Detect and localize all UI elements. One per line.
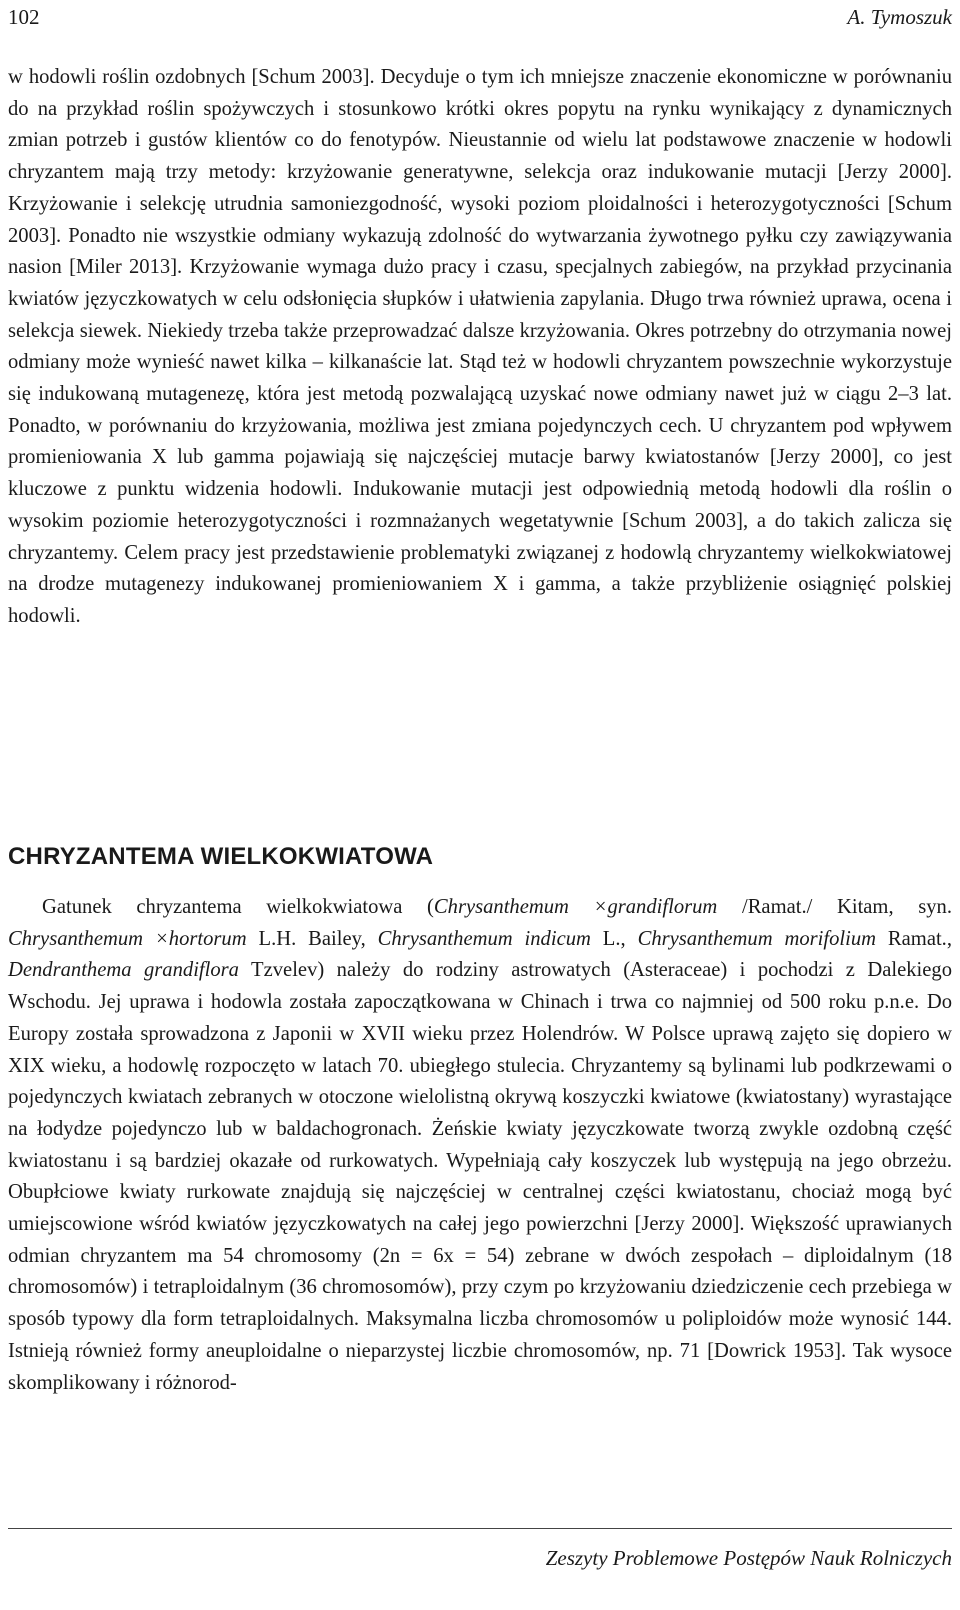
section-paragraph — [8, 892, 952, 1399]
running-header — [8, 4, 952, 30]
footer-divider — [8, 1528, 952, 1529]
paragraph-text: /Ramat./ Kitam, syn. — [717, 896, 953, 918]
paragraph-text: Gatunek chryzantema wielkokwiatowa ( — [42, 896, 434, 918]
running-header-author: A. Tymoszuk — [847, 5, 952, 29]
section-heading: CHRYZANTEMA WIELKOKWIATOWA — [8, 843, 434, 870]
paragraph-text: L.H. Bailey, — [246, 927, 378, 950]
paragraph-text: Ramat., — [876, 927, 952, 950]
species-name: Chrysanthemum morifolium — [637, 927, 877, 950]
intro-paragraph-continuation: w hodowli roślin ozdobnych [Schum 2003]. Decyduje o tym ich mniejsze znaczenie ekonomiczne w porównaniu do na przykład roślin spożywczych i stosunkowo krótki okres popytu na rynku wynikający z dynamicznych zmian potrzeb i gustów klientów co do fenotypów. Nieustannie od wielu lat podstawowe znaczenie w hodowli chryzantem mają trzy metody: krzyżowanie generatywne, selekcja oraz indukowanie mutacji [Jerzy 2000]. Krzyżowanie i selekcję utrudnia samoniezgodność, wysoki poziom ploidalności i heterozygotyczności [Schum 2003]. Ponadto nie wszystkie odmiany wykazują zdolność do wytwarzania żywotnego pyłku czy zawiązywania nasion [Miler 2013]. Krzyżowanie wymaga dużo pracy i czasu, specjalnych zabiegów, na przykład przycinania kwiatów języczkowatych w celu odsłonięcia słupków i ułatwienia zapylania. Długo trwa również uprawa, ocena i selekcja siewek. Niekiedy trzeba także przeprowadzać dalsze krzyżowania. Okres potrzebny do otrzymania nowej odmiany może wynieść nawet kilka – kilkanaście lat. Stąd też w hodowli chryzantem powszechnie wykorzystuje się indukowaną mutagenezę, która jest metodą pozwalającą uzyskać nowe odmiany nawet już w ciągu 2–3 lat. Ponadto, w porównaniu do krzyżowania, możliwa jest zmiana pojedynczych cech. U chryzantem pod wpływem promieniowania X lub gamma pojawiają się najczęściej mutacje barwy kwiatostanów [Jerzy 2000], co jest kluczowe z punktu widzenia hodowli. Indukowanie mutacji jest odpowiednią metodą hodowli dla roślin o wysokim poziomie heterozygotyczności i rozmnażanych wegetatywnie [Schum 2003], a do takich zalicza się chryzantemy. Celem pracy jest przedstawienie problematyki związanej z hodowlą chryzantemy wielkokwiatowej na drodze mutagenezy indukowanej promieniowaniem X i gamma, a także przybliżenie osiągnięć polskiej hodowli. — [8, 66, 952, 627]
species-name: Dendranthema grandiflora — [8, 959, 239, 982]
species-name: Chrysanthemum ×grandiflorum — [433, 896, 718, 918]
paragraph-text: L., — [590, 927, 638, 950]
paragraph-text: Tzvelev) należy do rodziny astrowatych (Asteraceae) i pochodzi z Dalekiego Wschodu. Jej uprawa i hodowla została zapoczątkowana w Chinach i trwa co najmniej od 500 roku p.n.e. Do Europy została sprowadzona z Japonii w XVII wieku przez Holendrów. W Polsce uprawą zajęto się dopiero w XIX wieku, a hodowlę rozpoczęto w latach 70. ubiegłego stulecia. Chryzantemy są bylinami lub podkrzewami o pojedynczych kwiatach zebranych w otoczone wielolistną okrywą koszyczki kwiatowe (kwiatostany) wyrastające na łodydze pojedynczo lub w baldachogronach. Żeńskie kwiaty języczkowate tworzą zwykle ozdobną część kwiatostanu i są bardziej okazałe od rurkowatych. Wypełniają cały koszyczek lub występują na jego obrzeżu. Obupłciowe kwiaty rurkowate znajdują się najczęściej w centralnej części kwiatostanu, chociaż mogą być umiejscowione wśród kwiatów języczkowatych na całej jego powierzchni [Jerzy 2000]. Większość uprawianych odmian chryzantem ma 54 chromosomy (2n = 6x = 54) zebrane w dwóch zespołach – diploidalnym (18 chromosomów) i tetraploidalnym (36 chromosomów), przy czym po krzyżowaniu dziedziczenie cech przebiega w sposób typowy dla form tetraploidalnych. Maksymalna liczba chromosomów u poliploidów może wynosić 144. Istnieją również formy aneuploidalne o nieparzystej liczbie chromosomów, np. 71 [Dowrick 1953]. Tak wysoce skomplikowany i różnorod- — [8, 959, 952, 1394]
species-name: Chrysanthemum indicum — [377, 927, 591, 950]
species-name: Chrysanthemum ×hortorum — [8, 927, 247, 950]
running-footer-journal: Zeszyty Problemowe Postępów Nauk Rolniczych — [545, 1546, 952, 1570]
page-number: 102 — [8, 5, 40, 29]
